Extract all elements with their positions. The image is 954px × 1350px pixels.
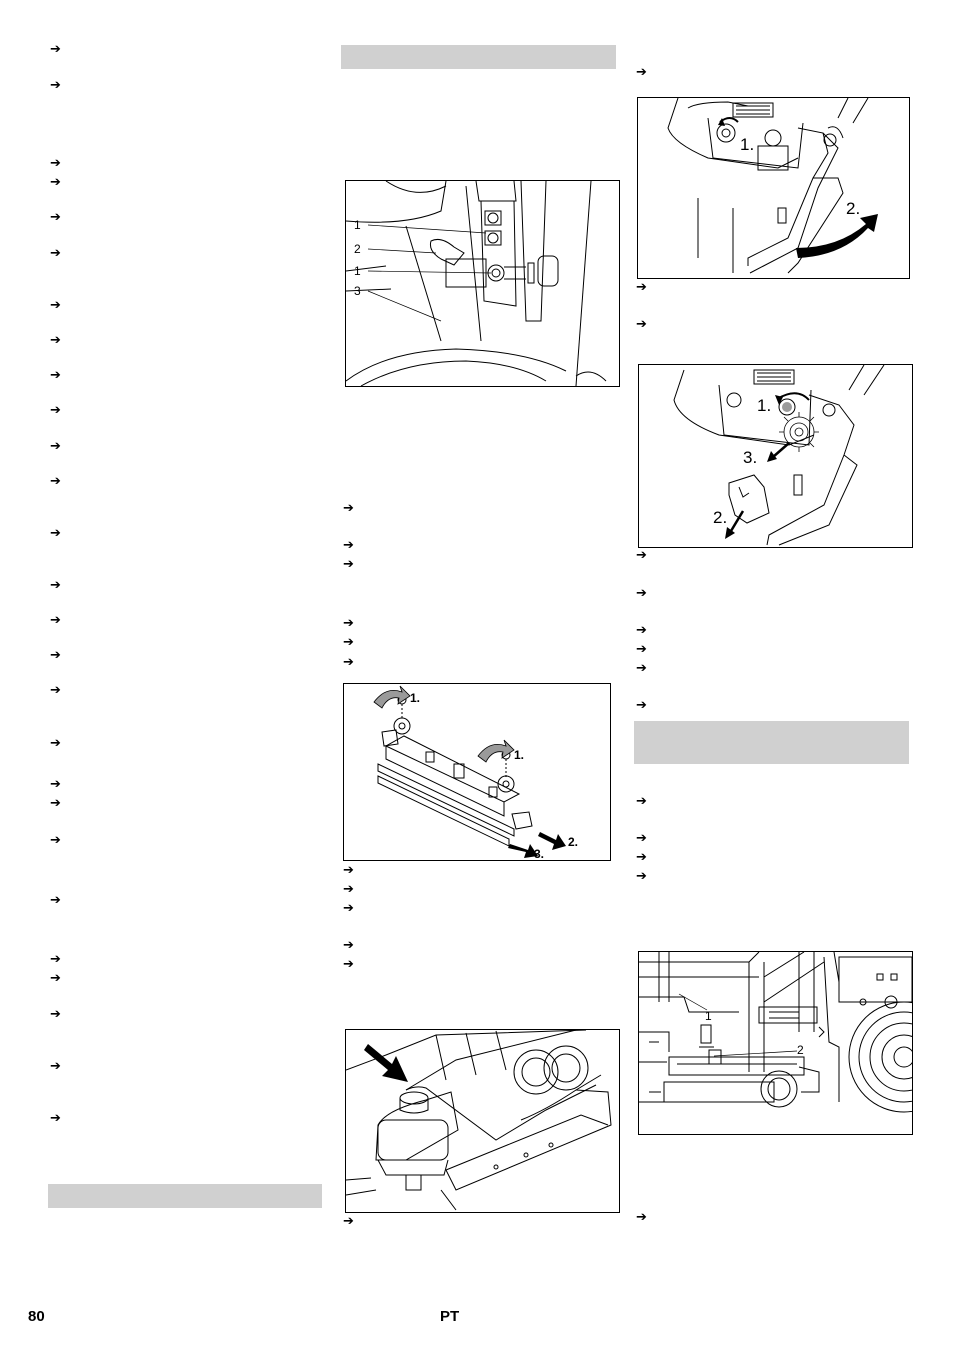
callout-label: 1 (354, 218, 361, 232)
bullet-arrow-icon: ➔ (636, 65, 647, 80)
bullet-arrow-icon: ➔ (636, 586, 647, 601)
figure-squeegee-blade (343, 683, 611, 861)
figure-side-flap-remove (637, 97, 910, 279)
section-header-bar (634, 721, 909, 764)
step-label: 2. (713, 508, 728, 527)
bullet-arrow-icon: ➔ (50, 246, 61, 261)
bullet-arrow-icon: ➔ (343, 938, 354, 953)
step-label: 1. (740, 135, 755, 154)
section-header-bar (48, 1184, 322, 1208)
side-flap-drawing (638, 98, 909, 278)
callout-label: 2 (354, 242, 361, 256)
bullet-arrow-icon: ➔ (50, 1059, 61, 1074)
bullet-arrow-icon: ➔ (636, 623, 647, 638)
bullet-arrow-icon: ➔ (50, 368, 61, 383)
step-label: 1. (514, 748, 525, 762)
bullet-arrow-icon: ➔ (636, 317, 647, 332)
bullet-arrow-icon: ➔ (50, 156, 61, 171)
bullet-arrow-icon: ➔ (343, 616, 354, 631)
step-label: 3. (743, 448, 758, 467)
bullet-arrow-icon: ➔ (50, 210, 61, 225)
bullet-arrow-icon: ➔ (50, 78, 61, 93)
figure-squeegee-adjust (345, 180, 620, 387)
bullet-arrow-icon: ➔ (50, 298, 61, 313)
bullet-arrow-icon: ➔ (50, 777, 61, 792)
bullet-arrow-icon: ➔ (50, 175, 61, 190)
bullet-arrow-icon: ➔ (343, 501, 354, 516)
squeegee-wheel-drawing (346, 1030, 619, 1212)
drive-belt-drawing (639, 952, 912, 1134)
bullet-arrow-icon: ➔ (50, 439, 61, 454)
bullet-arrow-icon: ➔ (50, 1007, 61, 1022)
step-label: 1. (757, 396, 772, 415)
callout-label: 1 (354, 264, 361, 278)
bullet-arrow-icon: ➔ (636, 280, 647, 295)
step-label: 2. (568, 835, 579, 849)
bullet-arrow-icon: ➔ (636, 698, 647, 713)
section-header-bar (341, 45, 616, 69)
language-code: PT (440, 1308, 460, 1325)
callout-label: 3 (354, 284, 361, 298)
bullet-arrow-icon: ➔ (343, 901, 354, 916)
step-label: 1. (410, 691, 421, 705)
bullet-arrow-icon: ➔ (343, 1214, 354, 1229)
figure-drive-belt (638, 951, 913, 1135)
bullet-arrow-icon: ➔ (50, 1111, 61, 1126)
figure-squeegee-wheel (345, 1029, 620, 1213)
squeegee-blade-drawing (344, 684, 610, 860)
bullet-arrow-icon: ➔ (50, 893, 61, 908)
bullet-arrow-icon: ➔ (50, 736, 61, 751)
bullet-arrow-icon: ➔ (636, 1210, 647, 1225)
figure-side-brush-remove (638, 364, 913, 548)
callout-label: 2 (797, 1043, 804, 1057)
page-number: 80 (28, 1308, 45, 1325)
bullet-arrow-icon: ➔ (50, 952, 61, 967)
bullet-arrow-icon: ➔ (343, 882, 354, 897)
bullet-arrow-icon: ➔ (50, 578, 61, 593)
bullet-arrow-icon: ➔ (636, 794, 647, 809)
bullet-arrow-icon: ➔ (50, 796, 61, 811)
bullet-arrow-icon: ➔ (343, 655, 354, 670)
bullet-arrow-icon: ➔ (636, 642, 647, 657)
bullet-arrow-icon: ➔ (50, 526, 61, 541)
bullet-arrow-icon: ➔ (343, 957, 354, 972)
bullet-arrow-icon: ➔ (636, 850, 647, 865)
bullet-arrow-icon: ➔ (50, 971, 61, 986)
bullet-arrow-icon: ➔ (50, 613, 61, 628)
bullet-arrow-icon: ➔ (50, 333, 61, 348)
bullet-arrow-icon: ➔ (343, 538, 354, 553)
bullet-arrow-icon: ➔ (50, 648, 61, 663)
step-label: 3. (534, 847, 545, 860)
bullet-arrow-icon: ➔ (343, 557, 354, 572)
bullet-arrow-icon: ➔ (50, 833, 61, 848)
bullet-arrow-icon: ➔ (50, 42, 61, 57)
bullet-arrow-icon: ➔ (343, 863, 354, 878)
bullet-arrow-icon: ➔ (50, 683, 61, 698)
bullet-arrow-icon: ➔ (636, 661, 647, 676)
bullet-arrow-icon: ➔ (50, 474, 61, 489)
bullet-arrow-icon: ➔ (636, 869, 647, 884)
bullet-arrow-icon: ➔ (50, 403, 61, 418)
bullet-arrow-icon: ➔ (636, 548, 647, 563)
bullet-arrow-icon: ➔ (636, 831, 647, 846)
bullet-arrow-icon: ➔ (343, 635, 354, 650)
callout-label: 1 (705, 1009, 712, 1023)
step-label: 2. (846, 199, 861, 218)
squeegee-adjust-drawing (346, 181, 619, 386)
side-brush-drawing (639, 365, 912, 547)
